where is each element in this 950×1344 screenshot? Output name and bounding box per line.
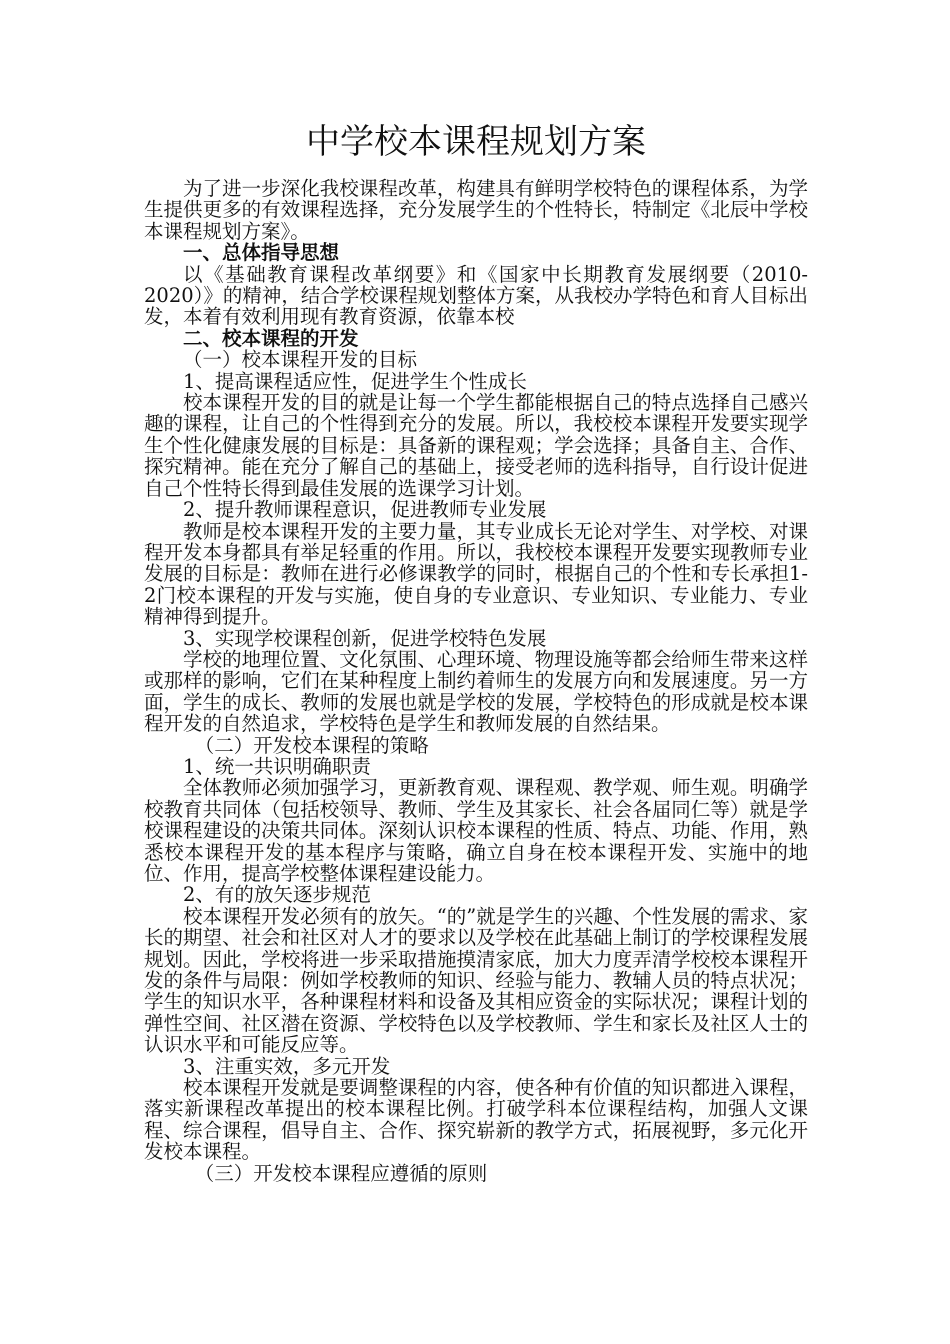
document-page	[144, 116, 808, 1184]
paragraph: 教师是校本课程开发的主要力量，其专业成长无论对学生、对学校、对课程开发本身都具有举足轻重的作用。所以，我校校本课程开发要实现教师专业发展的目标是：教师在进行必修课教学的同时，根据自己的个性和专长承担1-2门校本课程的开发与实施，使自身的专业意识、专业知识、专业能力、专业精神得到提升。	[144, 519, 808, 629]
paragraph: 校本课程开发的目的就是让每一个学生都能根据自己的特点选择自己感兴趣的课程，让自己的个性得到充分的发展。所以，我校校本课程开发要实现学生个性化健康发展的目标是：具备新的课程观；学会选择；具备自主、合作、探究精神。能在充分了解自己的基础上，接受老师的选科指导，自行设计促进自己个性特长得到最佳发展的选课学习计划。	[144, 391, 808, 500]
paragraph: （三）开发校本课程应遵循的原则	[194, 1161, 488, 1185]
document-title: 中学校本课程规划方案	[306, 122, 646, 162]
paragraph: 2、有的放矢逐步规范	[183, 883, 371, 907]
paragraph: 2、提升教师课程意识，促进教师专业发展	[183, 498, 547, 522]
section-heading: 一、总体指导思想	[183, 241, 340, 265]
paragraph: （二）开发校本课程的策略	[194, 733, 429, 757]
paragraph: 3、注重实效，多元开发	[183, 1054, 391, 1078]
paragraph: （一）校本课程开发的目标	[183, 348, 418, 372]
section-heading: 二、校本课程的开发	[183, 326, 359, 350]
paragraph: 学校的地理位置、文化氛围、心理环境、物理设施等都会给师生带来这样或那样的影响，它们在某种程度上制约着师生的发展方向和发展速度。另一方面，学生的成长、教师的发展也就是学校的发展，学校特色的形成就是校本课程开发的自然追求，学校特色是学生和教师发展的自然结果。	[144, 647, 808, 736]
paragraph: 以《基础教育课程改革纲要》和《国家中长期教育发展纲要（2010-2020）》的精神，结合学校课程规划整体方案，从我校办学特色和育人目标出发，本着有效利用现有教育资源，依靠本校	[144, 262, 808, 329]
paragraph: 1、统一共识明确职责	[183, 754, 371, 778]
paragraph: 1、提高课程适应性，促进学生个性成长	[183, 369, 527, 393]
paragraph: 为了进一步深化我校课程改革，构建具有鲜明学校特色的课程体系，为学生提供更多的有效课程选择，充分发展学生的个性特长，特制定《北辰中学校本课程规划方案》。	[144, 177, 808, 243]
paragraph: 校本课程开发必须有的放矢。“的”就是学生的兴趣、个性发展的需求、家长的期望、社会和社区对人才的要求以及学校在此基础上制订的学校课程发展规划。因此，学校将进一步采取措施摸清家底，加大力度弄清学校校本课程开发的条件与局限：例如学校教师的知识、经验与能力、教辅人员的特点状况；学生的知识水平，各种课程材料和设备及其相应资金的实际状况；课程计划的弹性空间、社区潜在资源、学校特色以及学校教师、学生和家长及社区人士的认识水平和可能反应等。	[144, 904, 808, 1057]
paragraph: 3、实现学校课程创新，促进学校特色发展	[183, 626, 547, 650]
paragraph: 全体教师必须加强学习，更新教育观、课程观、教学观、师生观。明确学校教育共同体（包括校领导、教师、学生及其家长、社会各届同仁等）就是学校课程建设的决策共同体。深刻认识校本课程的性质、特点、功能、作用，熟悉校本课程开发的基本程序与策略，确立自身在校本课程开发、实施中的地位、作用，提高学校整体课程建设能力。	[144, 776, 808, 885]
paragraph: 校本课程开发就是要调整课程的内容，使各种有价值的知识都进入课程，落实新课程改革提出的校本课程比例。打破学科本位课程结构，加强人文课程、综合课程，倡导自主、合作、探究崭新的教学方式，拓展视野，多元化开发校本课程。	[144, 1076, 808, 1164]
document-body	[144, 178, 808, 1184]
